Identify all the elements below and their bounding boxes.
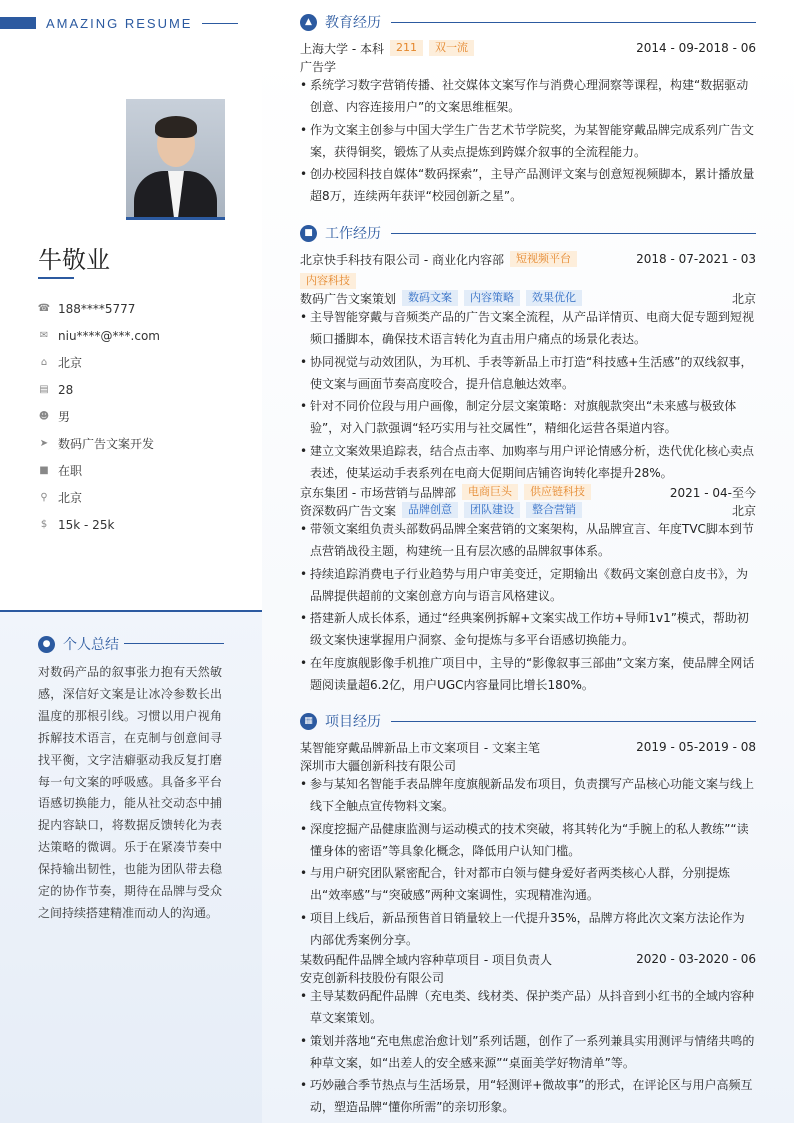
company-tag: 短视频平台	[510, 251, 577, 267]
brand-bar	[0, 17, 36, 29]
project-org: 安克创新科技股份有限公司	[300, 970, 445, 985]
job-company-row	[300, 483, 756, 501]
list-item: • 持续追踪消费电子行业趋势与用户审美变迁，定期输出《数码文案创意白皮书》，为品牌提供超前的文案创意方向与语言风格建议。	[300, 564, 756, 608]
brand-title: AMAZING RESUME	[46, 15, 193, 31]
list-item: • 项目上线后，新品预售首日销量较上一代提升35%，品牌方将此次文案方法论作为内部优秀案例分享。	[300, 908, 756, 952]
info-gender: ☻ 男	[38, 410, 71, 424]
info-salary: $ 15k - 25k	[38, 511, 238, 538]
role-tag: 数码文案	[402, 290, 458, 306]
profile-photo	[126, 99, 225, 220]
list-item: • 在年度旗舰影像手机推广项目中，主导的“影像叙事三部曲”文案方案，使品牌全网话题阅读量超6.2亿，用户UGC内容量同比增长180%。	[300, 653, 756, 697]
project-bullets	[300, 986, 756, 1120]
project-period: 2019 - 05-2019 - 08	[636, 740, 756, 754]
list-item: • 巧妙融合季节热点与生活场景，用“轻测评+微故事”的形式，在评论区与用户高频互动，塑造品牌“懂你所需”的亲切形象。	[300, 1075, 756, 1119]
contact-info	[38, 295, 238, 538]
list-item: • 与用户研究团队紧密配合，针对都市白领与健身爱好者两类核心人群，分别提炼出“效率感”与“突破感”两种文案调性，实现精准沟通。	[300, 863, 756, 907]
education-bullets	[300, 75, 756, 209]
list-item: • 系统学习数字营销传播、社交媒体文案写作与消费心理洞察等课程，构建“数据驱动创意、内容连接用户”的文案思维框架。	[300, 75, 756, 119]
graduation-cap-icon: ▲	[300, 14, 317, 31]
phone-icon: ☎	[37, 303, 51, 314]
list-item: • 搭建新人成长体系，通过“经典案例拆解+文案实战工作坊+导师1v1”模式，帮助初级文案快速掌握用户洞察、金句提炼与多平台语感切换能力。	[300, 608, 756, 652]
profile-name: 牛敬业	[38, 246, 110, 274]
summary-divider	[124, 643, 224, 644]
list-item: • 深度挖掘产品健康监测与运动模式的技术突破，将其转化为“手腕上的私人教练”“读懂身体的密语”等具象化概念，降低用户认知门槛。	[300, 819, 756, 863]
work-heading: ■ 工作经历	[300, 223, 756, 243]
info-job-target: ➤ 数码广告文案开发	[39, 437, 155, 451]
job-bullets	[300, 519, 756, 698]
education-heading: ▲ 教育经历	[300, 12, 756, 32]
school-tag: 双一流	[429, 40, 474, 56]
education-period: 2014 - 09-2018 - 06	[636, 41, 756, 55]
project-title-row	[300, 950, 756, 968]
company-tag: 供应链科技	[524, 484, 591, 500]
list-item: • 针对不同价位段与用户画像，制定分层文案策略：对旗舰款突出“未来感与极致体验”，对入门款强调“轻巧实用与社交属性”，精细化运营各渠道内容。	[300, 396, 756, 440]
money-icon: $	[40, 519, 48, 530]
project-name: 某数码配件品牌全域内容种草项目 - 项目负责人	[300, 952, 552, 967]
project-org-row	[300, 756, 756, 774]
job-role-row	[300, 289, 756, 307]
project-period: 2020 - 03-2020 - 06	[636, 952, 756, 966]
user-icon: ●	[38, 636, 55, 653]
job-city: 北京	[731, 503, 756, 518]
job-period: 2018 - 07-2021 - 03	[636, 252, 756, 266]
info-status: ■ 在职	[39, 464, 83, 478]
briefcase-icon: ■	[39, 465, 49, 476]
school-name: 上海大学 - 本科	[300, 41, 384, 56]
list-item: • 主导某数码配件品牌（充电类、线材类、保护类产品）从抖音到小红书的全域内容种草文案策划。	[300, 986, 756, 1030]
home-icon: ⌂	[40, 357, 48, 368]
briefcase-icon: ■	[300, 225, 317, 242]
major: 广告学	[300, 59, 337, 74]
job-company-row-wrap	[300, 272, 756, 290]
info-target-city: ⚲ 北京	[38, 484, 238, 511]
info-phone: ☎ 188****5777	[37, 301, 136, 316]
role-tag: 品牌创意	[402, 502, 458, 518]
job-period: 2021 - 04-至今	[669, 485, 756, 500]
project-name: 某智能穿戴品牌新品上市文案项目 - 文案主笔	[300, 740, 540, 755]
list-item: • 主导智能穿戴与音频类产品的广告文案全流程，从产品详情页、电商大促专题到短视频口播脚本，确保技术语言转化为直击用户痛点的场景化表达。	[300, 307, 756, 351]
cake-icon: ▤	[39, 384, 49, 395]
company-name: 北京快手科技有限公司 - 商业化内容部	[300, 252, 504, 267]
list-item: • 建立文案效果追踪表，结合点击率、加购率与用户评论情感分析，迭代优化核心卖点表述，使某运动手表系列在电商大促期间店铺咨询转化率提升28%。	[300, 441, 756, 485]
brand-header	[0, 14, 238, 32]
job-company-row	[300, 250, 756, 268]
project-title-row	[300, 738, 756, 756]
name-underline	[38, 277, 74, 279]
info-email: ✉ niu****@***.com	[39, 328, 160, 343]
list-item: • 创办校园科技自媒体“数码探索”，主导产品测评文案与创意短视频脚本，累计播放量超8万，连续两年获评“校园创新之星”。	[300, 164, 756, 208]
job-role: 资深数码广告文案	[300, 503, 397, 518]
pin-icon: ⚲	[40, 492, 48, 503]
list-item: • 策划并落地“充电焦虑治愈计划”系列话题，创作了一系列兼具实用测评与情绪共鸣的种草文案，如“出差人的安全感来源”“桌面美学好物清单”等。	[300, 1031, 756, 1075]
list-item: • 参与某知名智能手表品牌年度旗舰新品发布项目，负责撰写产品核心功能文案与线上线下全触点宣传物料文案。	[300, 774, 756, 818]
project-org-row	[300, 968, 756, 986]
education-major-row	[300, 57, 756, 75]
education-school-row	[300, 39, 756, 57]
company-tag: 内容科技	[300, 273, 356, 289]
summary-text: 对数码产品的叙事张力抱有天然敏感，深信好文案是让冰冷参数长出温度的那根引线。习惯以用户视角拆解技术语言，在克制与创意间寻找平衡，文字洁癖驱动我反复打磨每一句文案的呼吸感。具备多平台语感切换能力，能从社交动态中捕捉内容缺口，将数据反馈转化为表达策略的微调。乐于在紧凑节奏中保持输出韧性，也能为团队带去稳定的协作节奏，期待在品牌与受众之间持续搭建精准而动人的沟通。	[38, 665, 222, 920]
grid-icon: ▦	[300, 713, 317, 730]
list-item: • 作为文案主创参与中国大学生广告艺术节学院奖，为某智能穿戴品牌完成系列广告文案，获得铜奖，锻炼了从卖点提炼到跨媒介叙事的全流程能力。	[300, 120, 756, 164]
summary-heading: ● 个人总结	[38, 634, 119, 654]
info-age: ▤ 28	[39, 382, 74, 397]
job-role: 数码广告文案策划	[300, 291, 397, 306]
role-tag: 团队建设	[464, 502, 520, 518]
projects-heading: ▦ 项目经历	[300, 711, 756, 731]
role-tag: 效果优化	[526, 290, 582, 306]
project-org: 深圳市大疆创新科技有限公司	[300, 758, 457, 773]
project-bullets	[300, 774, 756, 953]
role-tag: 整合营销	[526, 502, 582, 518]
mail-icon: ✉	[39, 330, 49, 341]
company-name: 京东集团 - 市场营销与品牌部	[300, 485, 456, 500]
gender-icon: ☻	[38, 411, 50, 422]
job-bullets	[300, 307, 756, 486]
school-tag: 211	[390, 40, 423, 56]
job-city: 北京	[731, 291, 756, 306]
company-tag: 电商巨头	[462, 484, 518, 500]
list-item: • 带领文案组负责头部数码品牌全案营销的文案架构，从品牌宣言、年度TVC脚本到节点营销战役主题，构建统一且有层次感的品牌叙事体系。	[300, 519, 756, 563]
brand-line	[202, 23, 238, 24]
info-location: ⌂ 北京	[38, 349, 238, 376]
job-role-row	[300, 501, 756, 519]
role-tag: 内容策略	[464, 290, 520, 306]
list-item: • 协同视觉与动效团队，为耳机、手表等新品上市打造“科技感+生活感”的双线叙事，使文案与画面节奏高度咬合，提升信息触达效率。	[300, 352, 756, 396]
send-icon: ➤	[39, 438, 49, 449]
